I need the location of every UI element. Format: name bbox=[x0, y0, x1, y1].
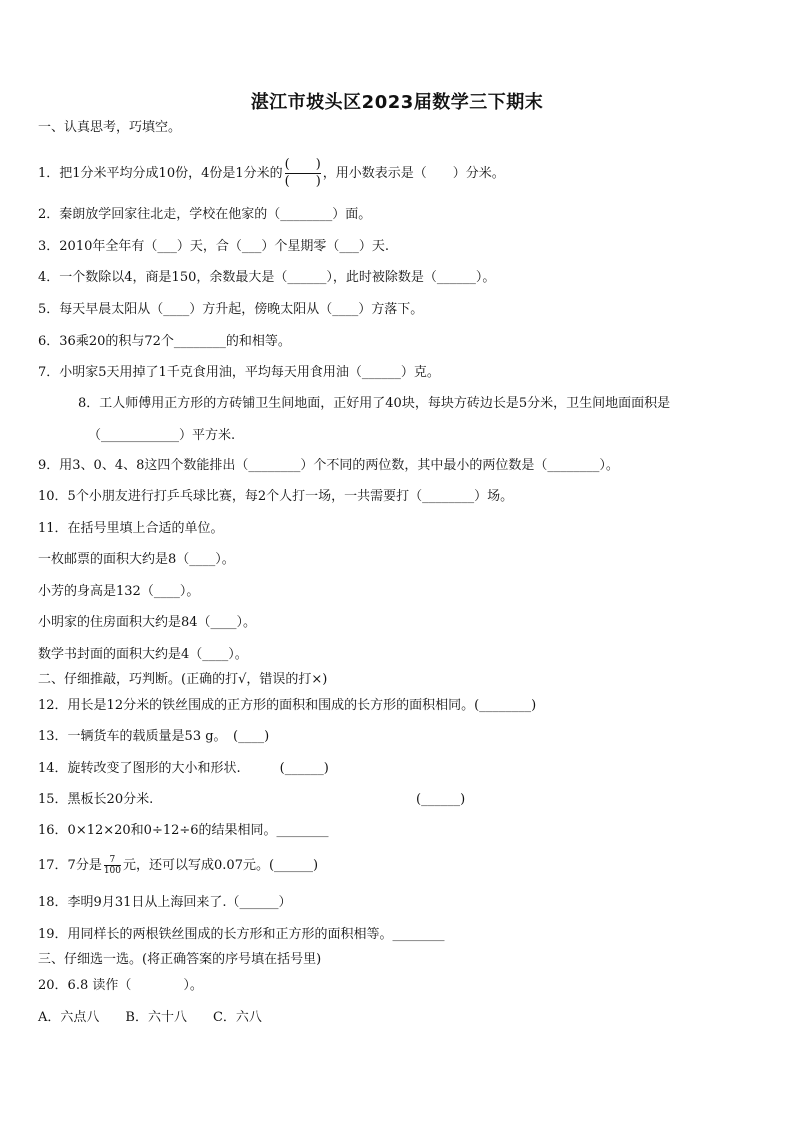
question-8: 8．工人师傅用正方形的方砖铺卫生间地面，正好用了40块，每块方砖边长是5分米，卫生间地面面积是 bbox=[78, 396, 671, 411]
question-9: 9．用3、0、4、8这四个数能排出（________）个不同的两位数，其中最小的两位数是（________）。 bbox=[38, 458, 619, 473]
fraction-blank bbox=[285, 157, 321, 190]
question-4: 4．一个数除以4，商是150，余数最大是（______），此时被除数是（______）。 bbox=[38, 270, 496, 285]
question-11-item-height: 小芳的身高是132（____）。 bbox=[38, 584, 200, 599]
question-16: 16．0×12×20和0÷12÷6的结果相同。________ bbox=[38, 823, 329, 838]
question-1-text: 1．把1分米平均分成10份，4份是1分米的 bbox=[38, 166, 283, 181]
section-1-heading: 一、认真思考，巧填空。 bbox=[38, 120, 182, 135]
question-6: 6．36乘20的积与72个________的和相等。 bbox=[38, 334, 291, 349]
question-18: 18．李明9月31日从上海回来了.（______） bbox=[38, 895, 292, 910]
fraction-denominator: 100 bbox=[103, 866, 122, 876]
fraction bbox=[104, 855, 121, 876]
question-8-answer-line: （____________）平方米. bbox=[88, 428, 236, 443]
question-1-text-end: ，用小数表示是（ ）分米。 bbox=[322, 166, 505, 181]
question-11-item-stamp: 一枚邮票的面积大约是8（____）。 bbox=[38, 552, 235, 567]
question-1 bbox=[38, 157, 505, 190]
page-title: 湛江市坡头区2023届数学三下期末 bbox=[250, 92, 544, 113]
question-13: 13．一辆货车的载质量是53 g。 (____) bbox=[38, 729, 270, 744]
question-15-answer: (______) bbox=[416, 792, 466, 807]
question-11: 11．在括号里填上合适的单位。 bbox=[38, 521, 224, 536]
section-3-heading: 三、仔细选一选。(将正确答案的序号填在括号里) bbox=[38, 952, 322, 967]
question-3: 3．2010年全年有（___）天，合（___）个星期零（___）天. bbox=[38, 239, 389, 254]
question-11-item-book: 数学书封面的面积大约是4（____）。 bbox=[38, 647, 248, 662]
question-2: 2．秦朗放学回家往北走，学校在他家的（________）面。 bbox=[38, 207, 372, 222]
fraction-denominator: ( ) bbox=[284, 174, 321, 189]
question-17 bbox=[38, 855, 318, 876]
question-19: 19．用同样长的两根铁丝围成的长方形和正方形的面积相等。________ bbox=[38, 927, 445, 942]
question-7: 7．小明家5天用掉了1千克食用油，平均每天用食用油（______）克。 bbox=[38, 365, 440, 380]
question-10: 10．5个小朋友进行打乒乓球比赛，每2个人打一场，一共需要打（________）场。 bbox=[38, 489, 514, 504]
question-14: 14．旋转改变了图形的大小和形状. (______) bbox=[38, 761, 329, 776]
question-20-options: A．六点八 B．六十八 C．六八 bbox=[38, 1010, 262, 1025]
section-2-heading: 二、仔细推敲，巧判断。(正确的打√，错误的打×) bbox=[38, 672, 328, 687]
fraction-numerator: ( ) bbox=[284, 157, 321, 172]
question-5: 5．每天早晨太阳从（____）方升起，傍晚太阳从（____）方落下。 bbox=[38, 302, 424, 317]
question-20: 20．6.8 读作（ ）。 bbox=[38, 978, 203, 993]
question-17-text: 17．7分是 bbox=[38, 858, 102, 873]
question-12: 12．用长是12分米的铁丝围成的正方形的面积和围成的长方形的面积相同。(________) bbox=[38, 698, 537, 713]
question-11-item-house: 小明家的住房面积大约是84（____）。 bbox=[38, 615, 257, 630]
question-17-text-end: 元，还可以写成0.07元。(______) bbox=[123, 858, 319, 873]
fraction-numerator: 7 bbox=[109, 855, 116, 865]
question-15: 15．黑板长20分米. bbox=[38, 792, 154, 807]
